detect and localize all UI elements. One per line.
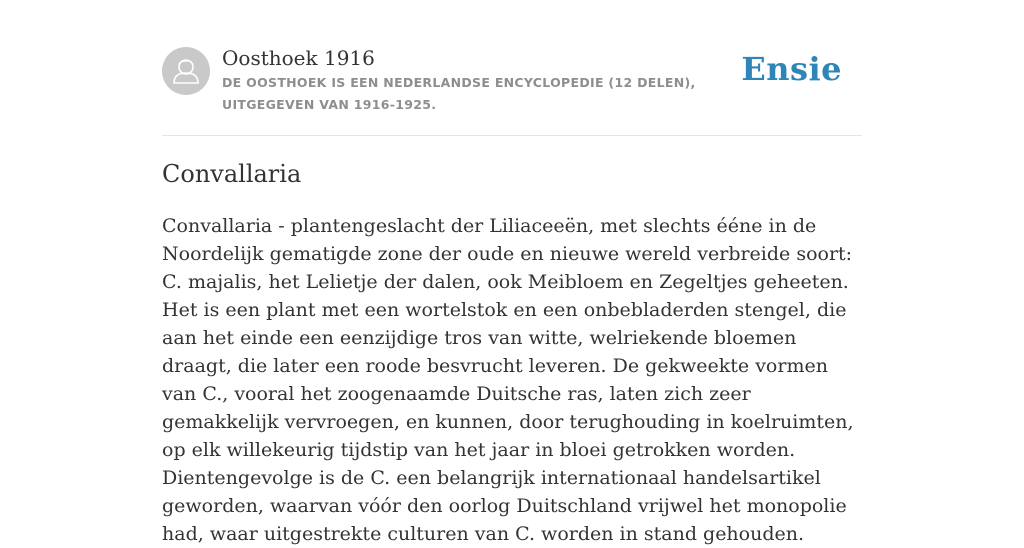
source-header: [162, 46, 862, 116]
article-title: Convallaria: [162, 160, 302, 188]
source-description: DE OOSTHOEK IS EEN NEDERLANDSE ENCYCLOPEDIE (12 DELEN), UITGEGEVEN VAN 1916-1925.: [222, 75, 696, 112]
source-title[interactable]: Oosthoek 1916: [222, 46, 375, 70]
header-divider: [162, 135, 862, 136]
article-body: Convallaria - plantengeslacht der Liliaceeën, met slechts ééne in de Noordelijk gematigde zone der oude en nieuwe wereld verbreide soort: C. majalis, het Lelietje der dalen, ook Meibloem en Zegeltjes geheeten. Het is een plant met een wortelstok en een onbebladerden stengel, die aan het einde een eenzijdige tros van witte, welriekende bloemen draagt, die later een roode besvrucht leveren. De gekweekte vormen van C., vooral het zoogenaamde Duitsche ras, laten zich zeer gemakkelijk vervroegen, en kunnen, door terughouding in koelruimten, op elk willekeurig tijdstip van het jaar in bloei getrokken worden. Dientengevolge is de C. een belangrijk internationaal handelsartikel geworden, waarvan vóór den oorlog Duitschland vrijwel het monopolie had, waar uitgestrekte culturen van C. worden in stand gehouden.: [162, 215, 854, 545]
user-placeholder-icon: [162, 47, 210, 95]
ensie-logo[interactable]: Ensie: [741, 50, 842, 88]
avatar: [162, 47, 210, 95]
